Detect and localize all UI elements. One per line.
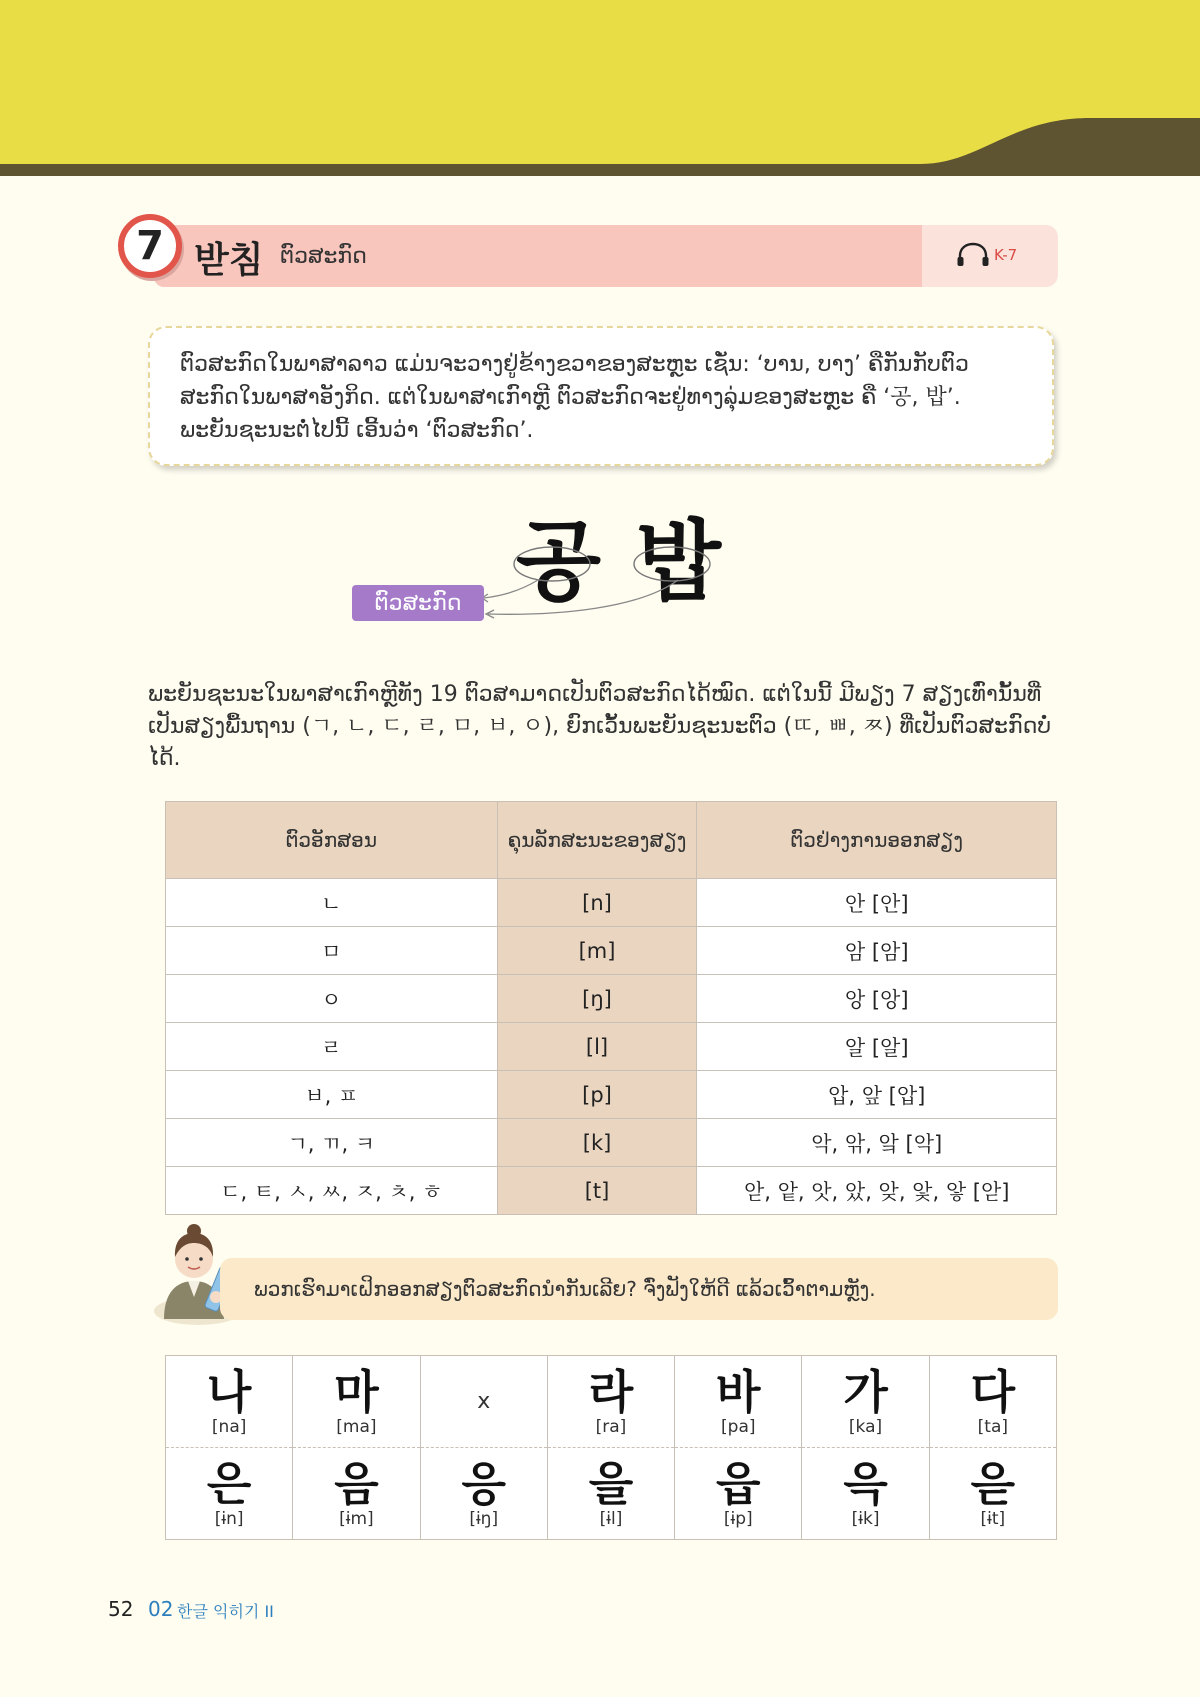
table-cell-sound: [p] xyxy=(497,1071,697,1119)
practice-romanization: [ma] xyxy=(336,1416,377,1437)
table-cell-letter: ㅂ, ㅍ xyxy=(166,1071,498,1119)
practice-syllable: 음 xyxy=(334,1456,379,1511)
audio-track-button[interactable] xyxy=(956,242,1017,268)
table-cell-example: 앙 [앙] xyxy=(697,975,1057,1023)
practice-syllable: 마 xyxy=(334,1364,379,1419)
practice-syllable: 을 xyxy=(588,1456,634,1511)
tip-bubble: ພວກເຮົາມາເຝິກອອກສຽງຕົວສະກົດນຳກັນເລີຍ? ຈົ່ງຟັງໃຫ້ດີ ແລ້ວເວົ້າຕາມຫຼັງ. xyxy=(220,1258,1058,1320)
table-cell-example: 안 [안] xyxy=(697,879,1057,927)
table-row xyxy=(166,1071,1057,1119)
practice-cell xyxy=(547,1356,674,1448)
table-header-letter: ຕົວອັກສອນ xyxy=(166,802,498,879)
section-title: 받침 xyxy=(194,240,264,281)
table-cell-letter: ㄴ xyxy=(166,879,498,927)
table-cell-example: 악, 앆, 앜 [악] xyxy=(697,1119,1057,1167)
final-consonant-label: ຕົວສະກົດ xyxy=(352,585,484,621)
table-row xyxy=(166,1167,1057,1215)
practice-cell xyxy=(293,1356,420,1448)
table-cell-sound: [k] xyxy=(497,1119,697,1167)
practice-cell xyxy=(293,1448,420,1540)
practice-romanization: [ɨl] xyxy=(599,1508,623,1529)
table-cell-letter: ㄹ xyxy=(166,1023,498,1071)
demo-arrows xyxy=(470,530,720,630)
practice-romanization: [ɨm] xyxy=(339,1508,374,1529)
practice-syllable: 응 xyxy=(461,1456,506,1511)
chapter-number: 02 xyxy=(148,1597,174,1621)
final-consonant-table xyxy=(165,801,1057,1215)
table-cell-example: 압, 앞 [압] xyxy=(697,1071,1057,1119)
practice-cell xyxy=(420,1448,547,1540)
table-cell-example: 앋, 앝, 앗, 았, 앚, 앛, 앟 [앋] xyxy=(697,1167,1057,1215)
practice-syllable: 읃 xyxy=(970,1456,1016,1511)
practice-cell xyxy=(929,1448,1056,1540)
practice-cell xyxy=(675,1448,802,1540)
section-subtitle: ຕົວສະກົດ xyxy=(280,244,367,269)
table-cell-sound: [l] xyxy=(497,1023,697,1071)
practice-syllable: 은 xyxy=(206,1456,252,1511)
table-header-row xyxy=(166,802,1057,879)
practice-grid xyxy=(165,1355,1057,1540)
table-row xyxy=(166,927,1057,975)
practice-placeholder-x: x xyxy=(477,1389,491,1414)
demo-word-2: 밥 xyxy=(636,510,722,613)
page-number: 52 xyxy=(108,1597,134,1621)
section-number: 7 xyxy=(118,214,182,278)
demo-word-1: 공 xyxy=(516,510,602,613)
practice-romanization: [pa] xyxy=(721,1416,756,1437)
practice-syllable: 다 xyxy=(970,1364,1016,1419)
intro-box: ຕົວສະກົດໃນພາສາລາວ ແມ່ນຈະວາງຢູ່ຂ້າງຂວາຂອງສະຫຼະ ເຊັ່ນ: ‘ບານ, ບາງ’ ຄືກັນກັບຕົວສະກົດໃນພາສາອັງກິດ. ແຕ່ໃນພາສາເກົາຫຼີ ຕົວສະກົດຈະຢູ່ທາງລຸ່ມຂອງສະຫຼະ ຄື ‘공, 밥’. ພະຍັນຊະນະຕໍ່ໄປນີ້ ເອີ້ນວ່າ ‘ຕົວສະກົດ’. xyxy=(148,326,1054,466)
practice-cell xyxy=(166,1448,293,1540)
practice-syllable: 나 xyxy=(206,1364,252,1419)
table-cell-sound: [m] xyxy=(497,927,697,975)
section-header xyxy=(118,214,1058,290)
practice-cell xyxy=(929,1356,1056,1448)
table-header-example: ຕົວຢ່າງການອອກສຽງ xyxy=(697,802,1057,879)
practice-syllable: 가 xyxy=(843,1364,888,1419)
table-cell-sound: [n] xyxy=(497,879,697,927)
practice-romanization: [ɨn] xyxy=(214,1508,244,1529)
practice-cell xyxy=(675,1356,802,1448)
table-cell-sound: [ŋ] xyxy=(497,975,697,1023)
table-cell-letter: ㄱ, ㄲ, ㅋ xyxy=(166,1119,498,1167)
headphones-icon xyxy=(956,242,990,268)
table-cell-letter: ㄷ, ㅌ, ㅅ, ㅆ, ㅈ, ㅊ, ㅎ xyxy=(166,1167,498,1215)
practice-cell xyxy=(802,1448,929,1540)
practice-cell xyxy=(802,1356,929,1448)
practice-syllable: 라 xyxy=(588,1364,634,1419)
practice-romanization: [ka] xyxy=(848,1416,883,1437)
table-row xyxy=(166,1023,1057,1071)
practice-cell xyxy=(420,1356,547,1448)
table-cell-example: 암 [암] xyxy=(697,927,1057,975)
table-cell-letter: ㅇ xyxy=(166,975,498,1023)
practice-syllable: 윽 xyxy=(843,1456,888,1511)
practice-romanization: [na] xyxy=(211,1416,247,1437)
practice-romanization: [ɨk] xyxy=(851,1508,880,1529)
table-cell-sound: [t] xyxy=(497,1167,697,1215)
table-row xyxy=(166,1119,1057,1167)
chapter-title: 한글 익히기 II xyxy=(177,1602,274,1621)
practice-row-closed xyxy=(166,1448,1057,1540)
practice-romanization: [ra] xyxy=(595,1416,627,1437)
practice-row-open xyxy=(166,1356,1057,1448)
table-header-sound: ຄຸນລັກສະນະຂອງສຽງ xyxy=(497,802,697,879)
practice-syllable: 바 xyxy=(716,1364,761,1419)
table-cell-example: 알 [알] xyxy=(697,1023,1057,1071)
practice-cell xyxy=(547,1448,674,1540)
table-row xyxy=(166,975,1057,1023)
top-decorative-band xyxy=(0,0,1200,176)
practice-romanization: [ɨŋ] xyxy=(469,1508,499,1529)
audio-track-label: K-7 xyxy=(994,246,1018,264)
practice-romanization: [ɨt] xyxy=(980,1508,1006,1529)
table-cell-letter: ㅁ xyxy=(166,927,498,975)
explanation-paragraph: ພະຍັນຊະນະໃນພາສາເກົາຫຼີທັງ 19 ຕົວສາມາດເປັນຕົວສະກົດໄດ້ໝົດ. ແຕ່ໃນນີ້ ມີພຽງ 7 ສຽງເທົ່ານັ້ນທີ່ເປັນສຽງພື້ນຖານ (ㄱ, ㄴ, ㄷ, ㄹ, ㅁ, ㅂ, ㅇ), ຍົກເວັ້ນພະຍັນຊະນະຕົວ (ㄸ, ㅃ, ㅉ) ທີ່ເປັນຕົວສະກົດບໍ່ໄດ້. xyxy=(148,682,1052,771)
practice-syllable: 읍 xyxy=(716,1456,761,1511)
practice-cell xyxy=(166,1356,293,1448)
practice-romanization: [ta] xyxy=(977,1416,1009,1437)
practice-romanization: [ɨp] xyxy=(723,1508,753,1529)
table-row xyxy=(166,879,1057,927)
